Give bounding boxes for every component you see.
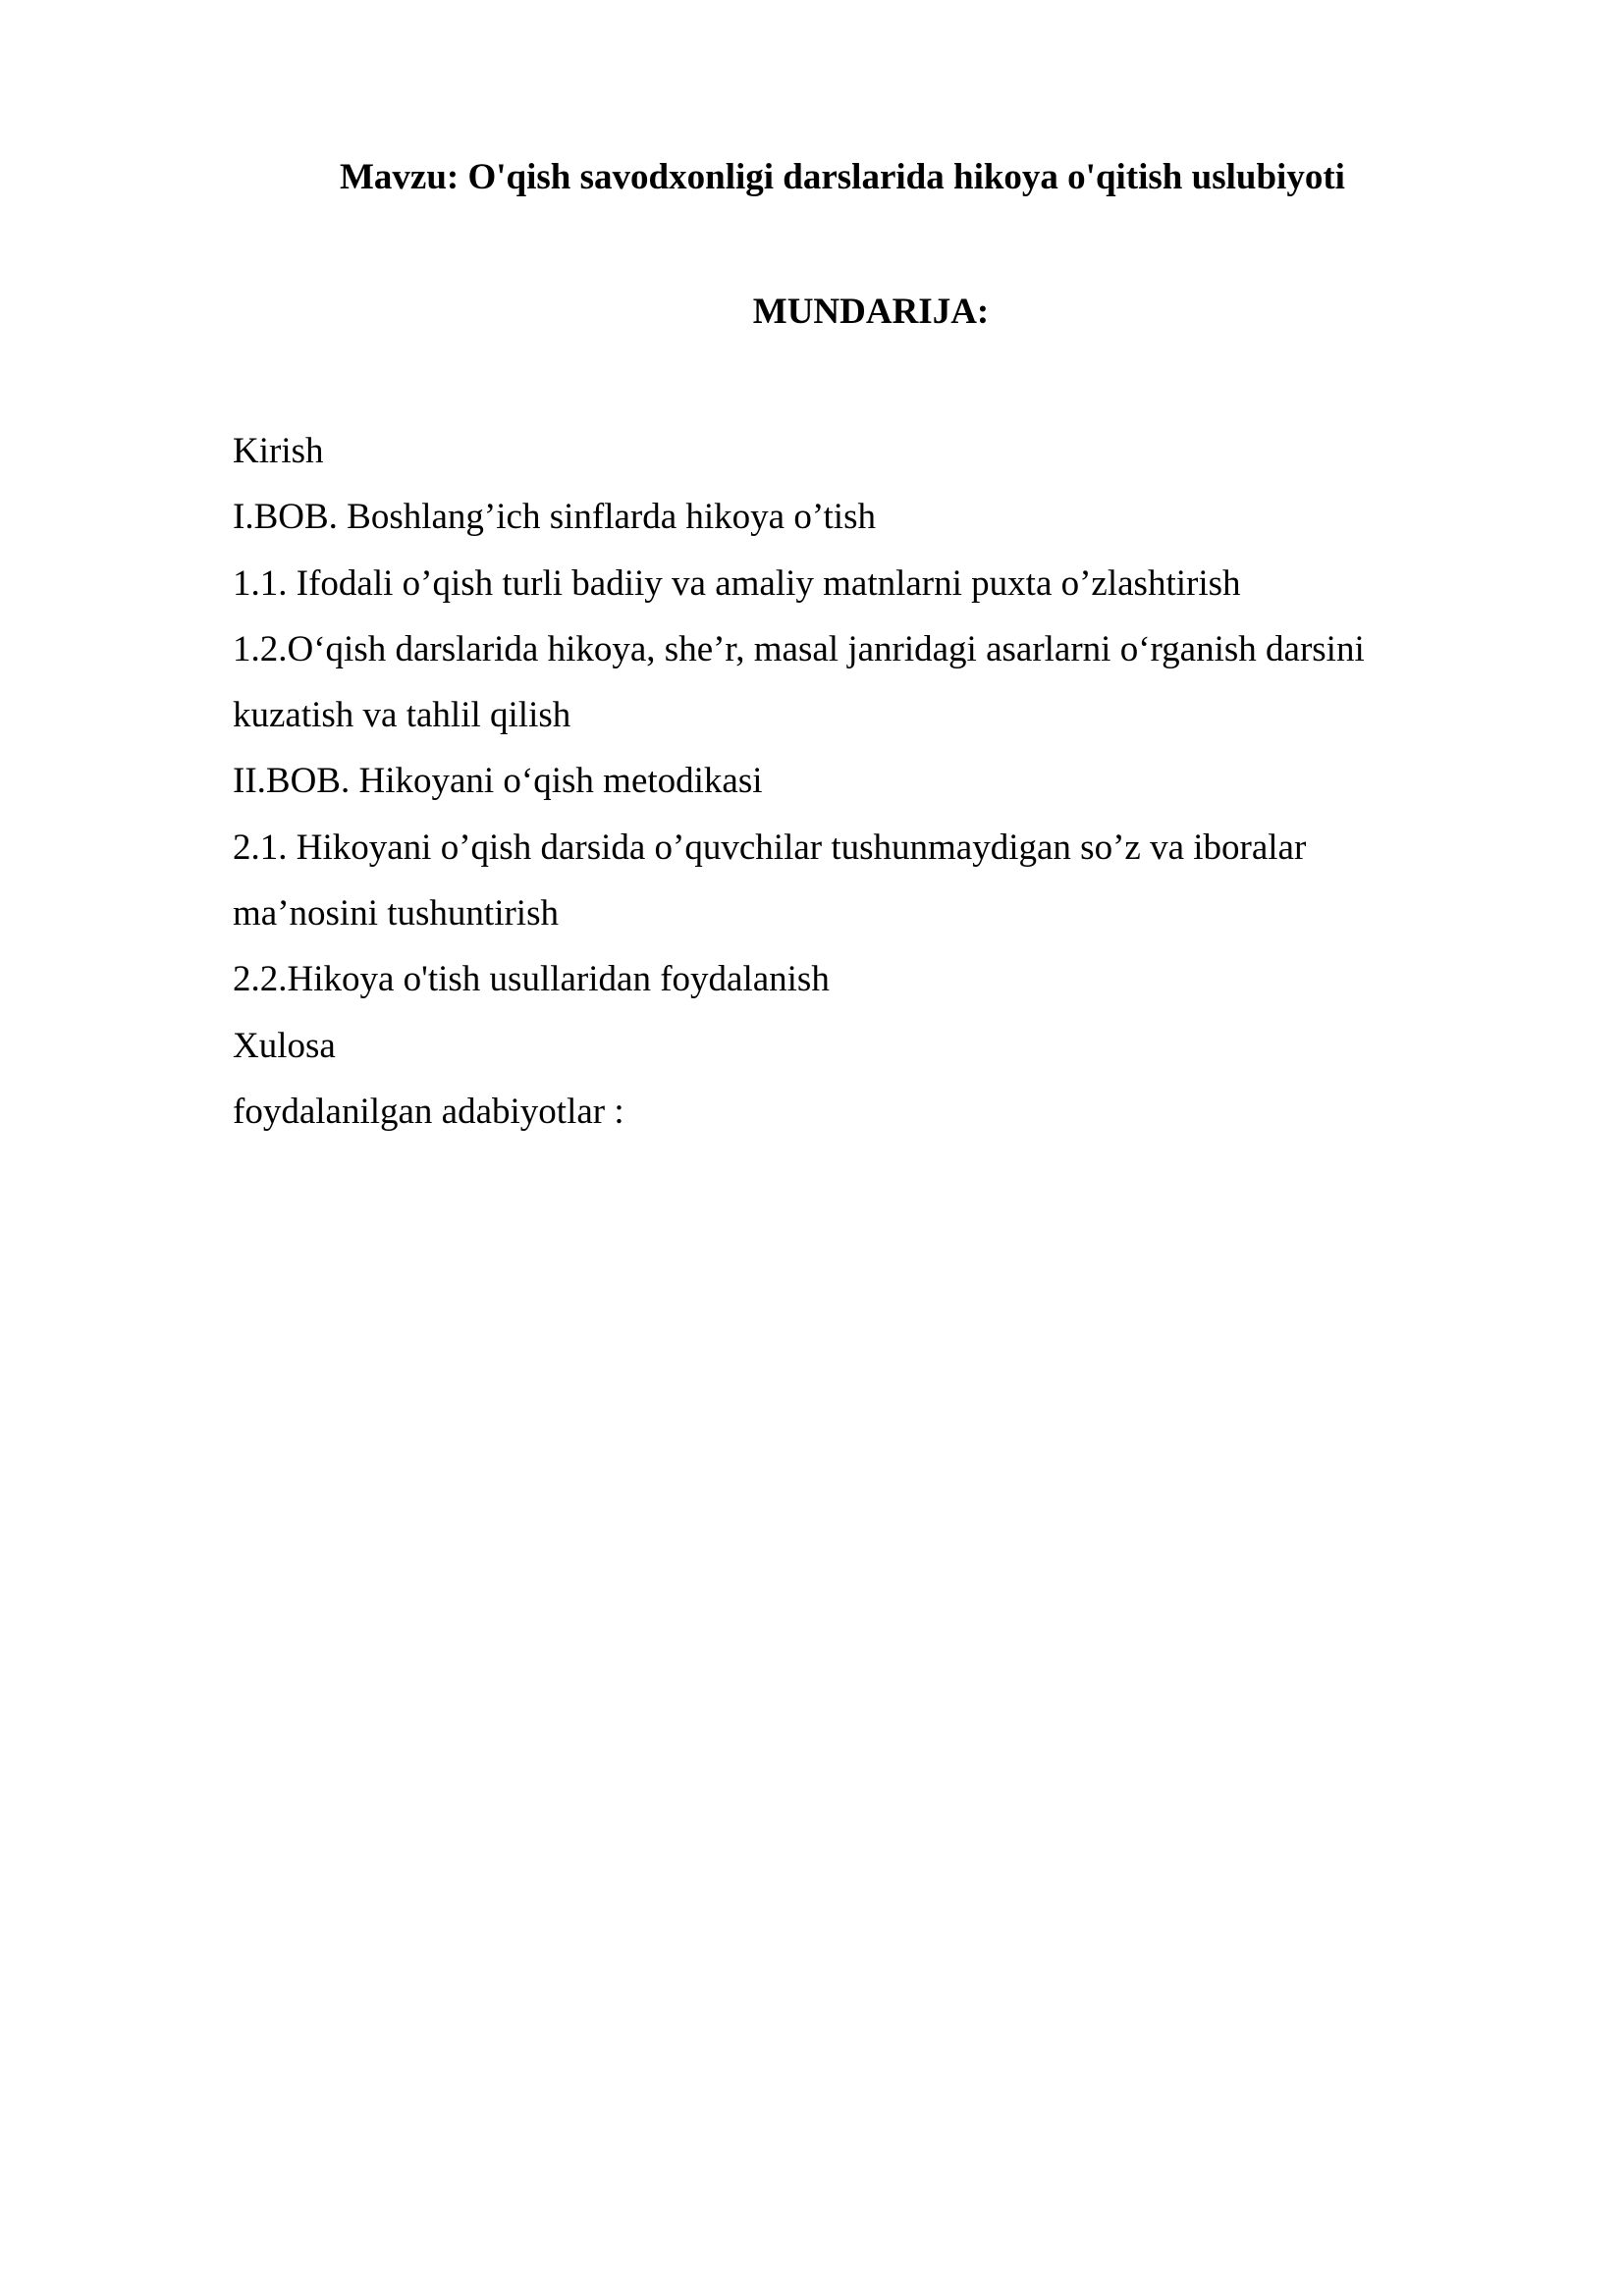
toc-line: foydalanilgan adabiyotlar :	[233, 1091, 624, 1132]
toc-line: Kirish	[233, 431, 324, 471]
toc-line: ma’nosini tushuntirish	[233, 893, 559, 934]
toc-line: Xulosa	[233, 1025, 336, 1066]
toc-line: 1.2.O‘qish darslarida hikoya, she’r, masal janridagi asarlarni o‘rganish darsini	[233, 628, 1365, 669]
toc-line: I.BOB. Boshlang’ich sinflarda hikoya o’tish	[233, 497, 876, 538]
toc-line: kuzatish va tahlil qilish	[233, 695, 571, 736]
toc-line: II.BOB. Hikoyani o‘qish metodikasi	[233, 761, 763, 802]
toc-line: 2.1. Hikoyani o’qish darsida o’quvchilar tushunmaydigan so’z va iboralar	[233, 827, 1307, 868]
table-of-contents-heading: MUNDARIJA:	[752, 292, 990, 332]
toc-line: 2.2.Hikoya o'tish usullaridan foydalanish	[233, 959, 830, 1000]
toc-line: 1.1. Ifodali o’qish turli badiiy va amaliy matnlarni puxta o’zlashtirish	[233, 562, 1241, 604]
topic-title: Mavzu: O'qish savodxonligi darslarida hikoya o'qitish uslubiyoti	[340, 157, 1345, 197]
table-of-contents	[233, 418, 1460, 1145]
